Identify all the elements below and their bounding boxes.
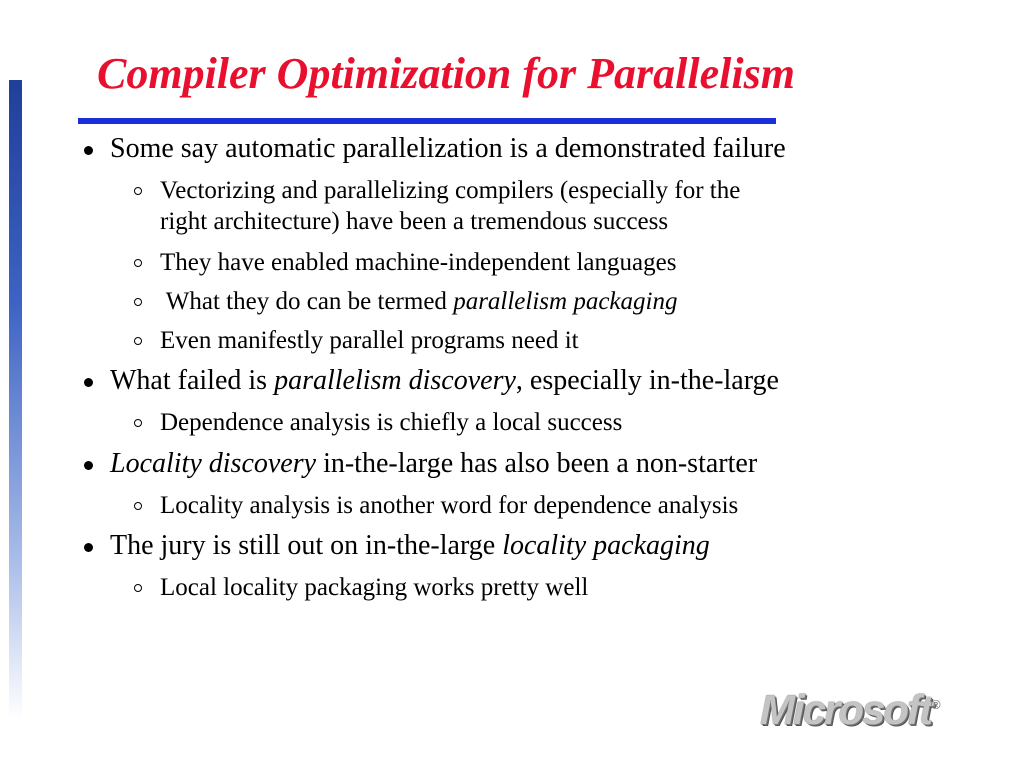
bullet-1-sub-2-text: They have enabled machine-independent languages	[160, 249, 677, 276]
registered-mark: ®	[931, 697, 941, 712]
bullet-dot	[84, 378, 93, 387]
bullet-1-sub-4-text: Even manifestly parallel programs need it	[160, 327, 579, 354]
sub-bullet-ring	[134, 584, 142, 592]
sub-bullet-ring	[134, 502, 142, 510]
bullet-3-emphasis: Locality discovery	[110, 448, 317, 479]
bullet-3-post: in-the-large has also been a non-starter	[316, 448, 758, 479]
bullet-1-sub-1-line-1: Vectorizing and parallelizing compilers (especially for the	[160, 177, 741, 204]
microsoft-logo	[760, 686, 941, 734]
sub-bullet-ring	[134, 337, 142, 345]
bullet-dot	[84, 146, 93, 155]
bullet-4-pre: The jury is still out on in-the-large	[110, 530, 503, 561]
bullet-dot	[84, 543, 93, 552]
logo-wordmark: Microsoft	[760, 686, 931, 733]
bullet-2-emphasis: parallelism discovery	[274, 365, 516, 396]
bullet-dot	[84, 461, 93, 470]
slide-title: Compiler Optimization for Parallelism	[97, 49, 795, 98]
bullet-1-text: Some say automatic parallelization is a demonstrated failure	[110, 133, 786, 164]
bullet-3-sub-1-text: Locality analysis is another word for dependence analysis	[160, 492, 739, 519]
sub-bullet-ring	[134, 259, 142, 267]
bullet-2-pre: What failed is	[110, 365, 275, 396]
sub-bullet-ring	[134, 298, 142, 306]
sub-bullet-ring	[134, 187, 142, 195]
bullet-1-sub-3-text: What they do can be termed	[160, 288, 454, 315]
bullet-1-sub-1-line-2: right architecture) have been a tremendous success	[160, 208, 669, 235]
bullet-2-sub-1-text: Dependence analysis is chiefly a local success	[160, 409, 623, 436]
bullet-4-sub-1-text: Local locality packaging works pretty well	[160, 574, 589, 601]
bullet-2-post: , especially in-the-large	[515, 365, 779, 396]
bullet-4-emphasis: locality packaging	[502, 530, 710, 561]
bullet-1-sub-3-emphasis: parallelism packaging	[453, 288, 678, 315]
sub-bullet-ring	[134, 419, 142, 427]
